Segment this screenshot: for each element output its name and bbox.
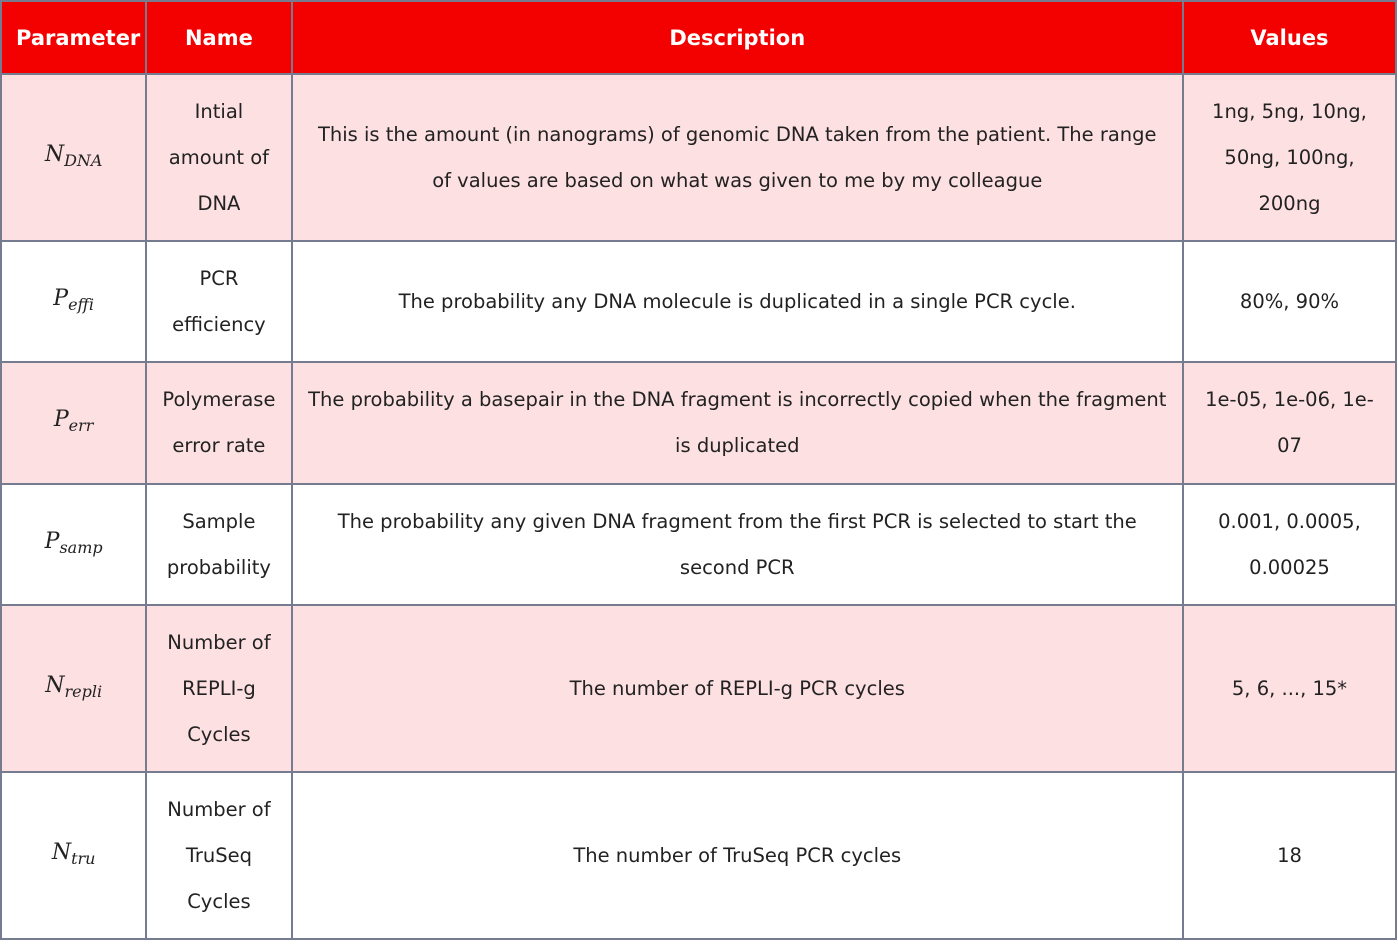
table-row [1, 362, 1396, 484]
parameter-values: 5, 6, ..., 15* [1183, 605, 1396, 772]
parameter-symbol: $N_{repli}$ [1, 605, 146, 772]
table-row [1, 772, 1396, 939]
parameter-symbol: $P_{samp}$ [1, 484, 146, 605]
parameter-symbol: $P_{err}$ [1, 362, 146, 484]
table-row [1, 484, 1396, 605]
header-parameter: Parameter [1, 1, 146, 74]
parameter-name: Polymerase error rate [146, 362, 291, 484]
parameter-symbol: $P_{effi}$ [1, 241, 146, 362]
parameter-description: This is the amount (in nanograms) of genomic DNA taken from the patient. The range of values are based on what was given to me by my colleague [292, 74, 1183, 241]
table-row [1, 74, 1396, 241]
header-description: Description [292, 1, 1183, 74]
parameter-name: Intial amount of DNA [146, 74, 291, 241]
parameter-symbol: $N_{tru}$ [1, 772, 146, 939]
parameter-description: The number of REPLI-g PCR cycles [292, 605, 1183, 772]
parameter-description: The probability any DNA molecule is duplicated in a single PCR cycle. [292, 241, 1183, 362]
header-name: Name [146, 1, 291, 74]
parameter-description: The number of TruSeq PCR cycles [292, 772, 1183, 939]
parameter-name: Number of TruSeq Cycles [146, 772, 291, 939]
parameter-name: PCR efficiency [146, 241, 291, 362]
parameter-values: 18 [1183, 772, 1396, 939]
parameter-name: Sample probability [146, 484, 291, 605]
parameter-description: The probability any given DNA fragment from the first PCR is selected to start the second PCR [292, 484, 1183, 605]
header-values: Values [1183, 1, 1396, 74]
table-row [1, 241, 1396, 362]
parameter-symbol: $N_{DNA}$ [1, 74, 146, 241]
parameter-name: Number of REPLI-g Cycles [146, 605, 291, 772]
parameter-values: 1ng, 5ng, 10ng, 50ng, 100ng, 200ng [1183, 74, 1396, 241]
parameter-values: 1e-05, 1e-06, 1e-07 [1183, 362, 1396, 484]
table-row [1, 605, 1396, 772]
parameter-values: 80%, 90% [1183, 241, 1396, 362]
header-row [1, 1, 1396, 74]
parameter-values: 0.001, 0.0005, 0.00025 [1183, 484, 1396, 605]
parameter-description: The probability a basepair in the DNA fragment is incorrectly copied when the fragment is duplicated [292, 362, 1183, 484]
